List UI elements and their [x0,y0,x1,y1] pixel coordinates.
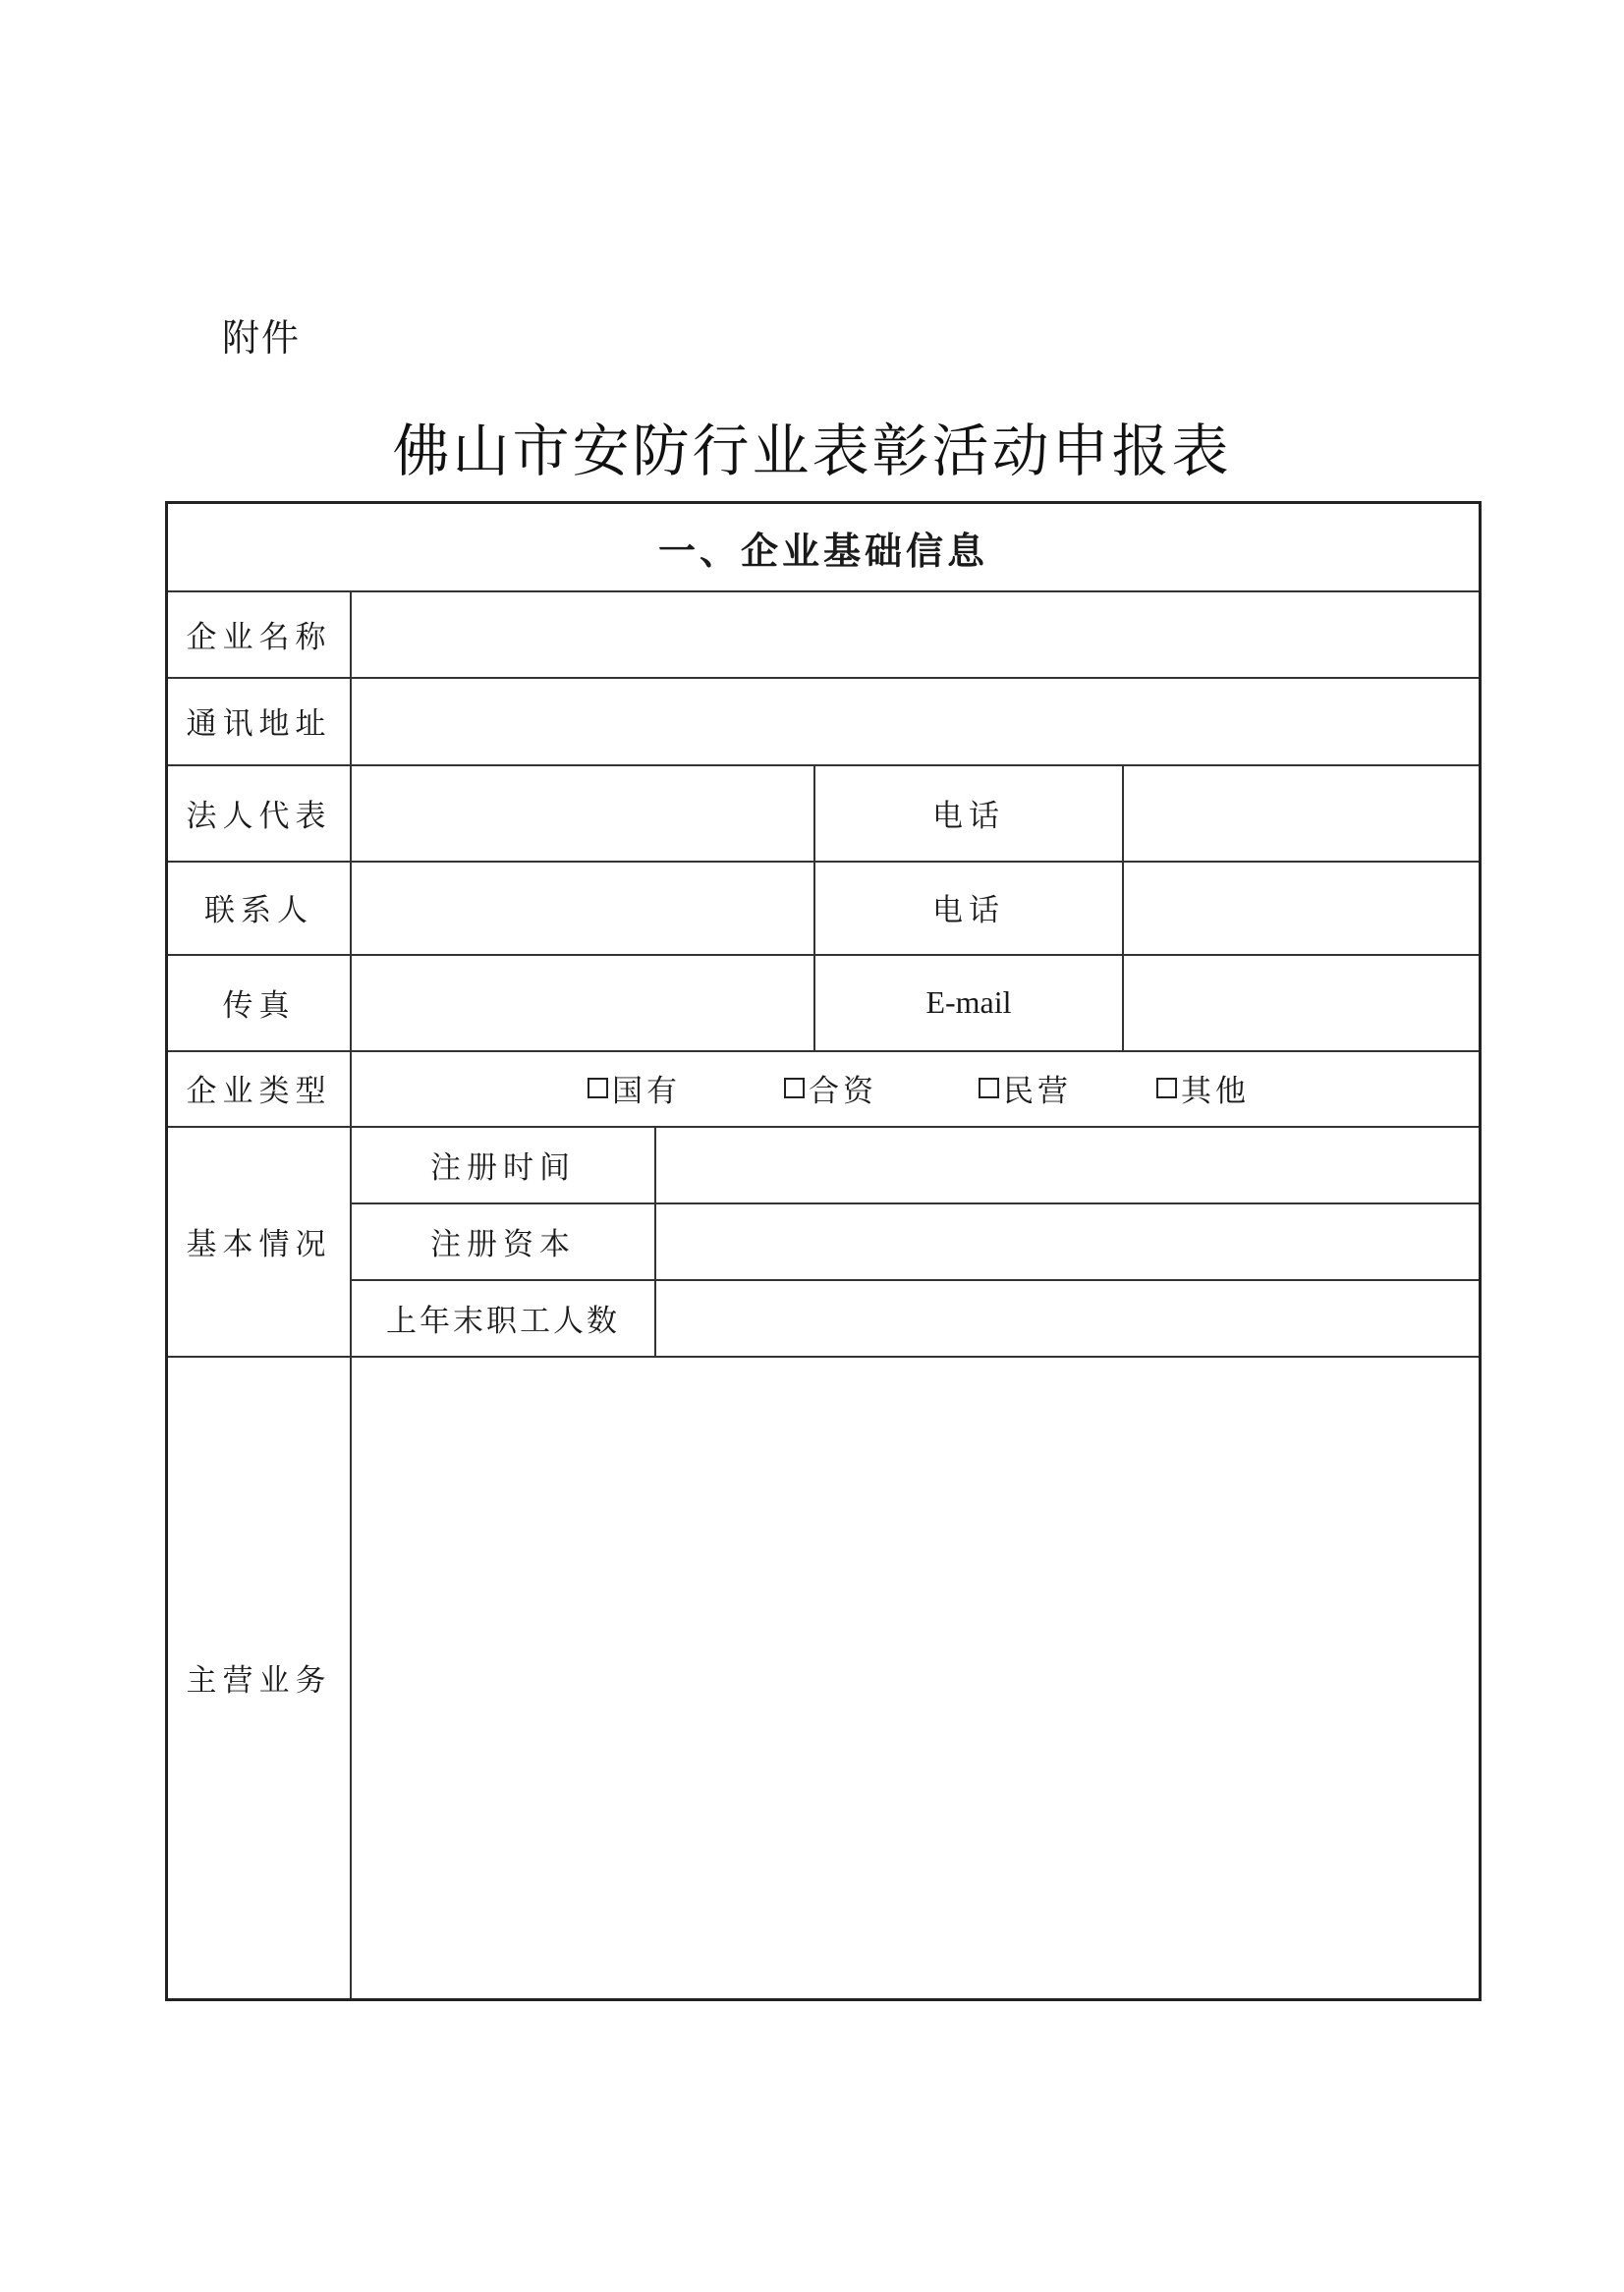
reg-capital-field[interactable] [656,1204,1479,1279]
staff-count-field[interactable] [656,1281,1479,1356]
phone-label: 电话 [932,798,1005,834]
company-name-field[interactable] [352,592,1479,677]
reg-capital-label: 注册资本 [430,1226,576,1262]
company-type-label: 企业类型 [186,1074,332,1109]
checkbox-icon[interactable] [588,1078,608,1098]
attachment-label: 附件 [222,316,302,360]
option-label: 合资 [809,1074,877,1109]
option-state-owned[interactable] [588,1050,681,1126]
main-business-field[interactable] [352,1358,1479,1998]
address-field[interactable] [352,679,1479,764]
main-business-label: 主营业务 [186,1662,332,1699]
fax-label: 传真 [222,987,296,1024]
email-field[interactable] [1124,956,1479,1050]
option-label: 民营 [1003,1074,1072,1109]
reg-time-label: 注册时间 [430,1149,576,1186]
option-joint-venture[interactable] [784,1050,877,1126]
basic-info-label: 基本情况 [186,1226,332,1262]
legal-rep-label: 法人代表 [186,798,332,834]
option-label: 国有 [612,1074,681,1109]
contact-field[interactable] [352,863,813,954]
option-other[interactable] [1156,1050,1250,1126]
checkbox-icon[interactable] [1156,1078,1177,1098]
document-title: 佛山市安防行业表彰活动申报表 [392,418,1232,484]
option-label: 其他 [1181,1074,1250,1109]
legal-rep-field[interactable] [352,766,813,861]
section-title: 一、企业基础信息 [657,529,988,573]
address-label: 通讯地址 [186,706,332,742]
checkbox-icon[interactable] [784,1078,805,1098]
contact-phone-field[interactable] [1124,863,1479,954]
email-label: E-mail [925,983,1012,1020]
company-name-label: 企业名称 [186,619,332,655]
reg-time-field[interactable] [656,1128,1479,1202]
contact-label: 联系人 [204,893,313,928]
legal-rep-phone-field[interactable] [1124,766,1479,861]
checkbox-icon[interactable] [979,1078,999,1098]
staff-count-label: 上年末职工人数 [386,1303,620,1339]
fax-field[interactable] [352,956,813,1050]
application-form [165,501,1482,2001]
phone-label: 电话 [932,893,1005,928]
option-private[interactable] [979,1050,1072,1126]
